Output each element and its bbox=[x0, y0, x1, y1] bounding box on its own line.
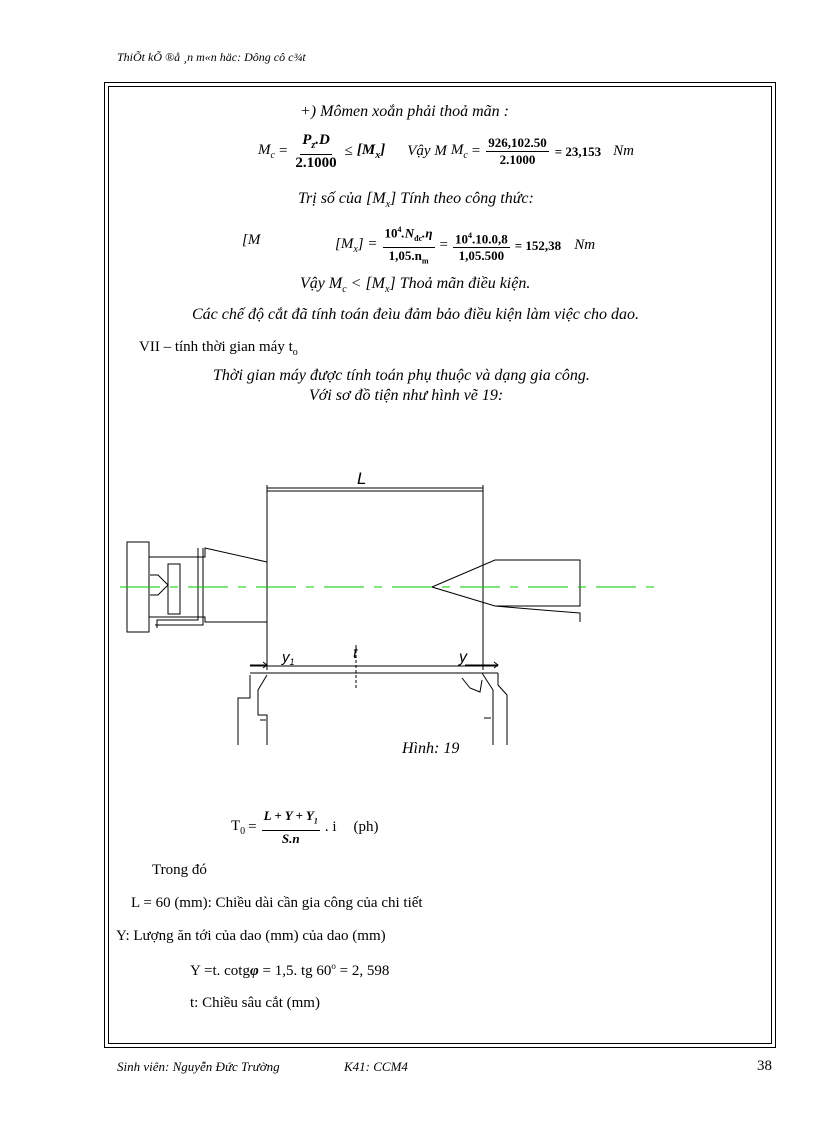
formula-intro-text: Trị số của $[M_x]$ Tính theo công thức: bbox=[298, 190, 534, 211]
eq1-result: = 23,153 bbox=[554, 143, 602, 159]
eq1-equals2: = bbox=[471, 143, 481, 159]
formula-fraction: $\frac{L + Y + Y_1}{S.n}$ bbox=[263, 808, 318, 846]
turning-diagram bbox=[110, 460, 670, 745]
eq1-unit: Nm bbox=[613, 143, 635, 159]
eq2-fraction: $\frac{10^4.N_{đc}.\eta}{1,05.n_m}$ bbox=[383, 222, 435, 270]
where-text: Trong đó bbox=[152, 862, 207, 878]
condition-satisfied-text: Vậy $M_c < [M_x]$ Thoả mãn điều kiện. bbox=[300, 275, 531, 296]
machine-time-text: Thời gian máy được tính toán phụ thuộc và dạng gia công. bbox=[213, 367, 590, 384]
eq1-leq: ≤ bbox=[344, 143, 353, 159]
definition-Y: Y: Lượng ăn tới của dao (mm) của dao (mm) bbox=[116, 928, 386, 944]
allowed-torque-equation bbox=[335, 222, 595, 270]
label-t: t bbox=[353, 645, 358, 662]
eq1-equals: = bbox=[278, 143, 288, 159]
eq2-equals: = bbox=[439, 237, 449, 254]
definition-L: L = 60 (mm): Chiều dài cần gia công của chi tiết bbox=[131, 895, 423, 911]
eq2-lhs: $[M_x]$ = bbox=[335, 236, 378, 256]
eq2-unit: Nm bbox=[574, 237, 596, 254]
eq1-fraction: $\frac{P_z.D}{2.1000}$ bbox=[295, 132, 337, 171]
cutting-mode-text: Các chế độ cắt đã tính toán đeìu đảm bảo điều kiện làm việc cho dao. bbox=[192, 306, 640, 323]
section-heading: VII – tính thời gian máy $t_o$ bbox=[139, 339, 298, 358]
eq1-lhs2: $M_c$ bbox=[450, 142, 468, 161]
label-y1: $y_1$ bbox=[282, 649, 295, 667]
torque-equation bbox=[258, 132, 634, 171]
formula-lhs: $T_0$ bbox=[231, 817, 246, 837]
eq1-vay: Vậy M bbox=[407, 143, 447, 159]
label-y: y bbox=[459, 649, 467, 666]
turning-scheme-text: Với sơ đồ tiện như hình vẽ 19: bbox=[309, 387, 504, 404]
machine-time-formula: $T_0$ = $\frac{L + Y + Y_1}{S.n}$ . i (ph) bbox=[231, 808, 379, 846]
footer-class: K41: CCM4 bbox=[344, 1059, 408, 1074]
page-number: 38 bbox=[757, 1058, 772, 1074]
label-L: L bbox=[357, 469, 367, 488]
tailstock-center bbox=[432, 560, 580, 606]
eq1-lhs: $M_c$ bbox=[258, 142, 275, 161]
eq2-result: = 152,38 bbox=[514, 237, 562, 253]
eq1-rhs: $[M_x]$ bbox=[356, 142, 386, 161]
torque-condition-text: +) Mômen xoắn phải thoả mãn : bbox=[300, 103, 509, 120]
eq2-stray: [M bbox=[242, 232, 261, 248]
eq1-fraction2: $\frac{926,102.50}{2.1000}$ bbox=[488, 135, 547, 167]
footer-student: Sinh viên: Nguyễn Đức Trường bbox=[117, 1059, 280, 1074]
definition-t: t: Chiều sâu cắt (mm) bbox=[190, 995, 320, 1011]
figure-caption: Hình: 19 bbox=[402, 740, 460, 757]
page-header: ThiÕt kÕ ®å ¸n m«n häc: Dông cô c¾t bbox=[117, 50, 306, 64]
eq2-fraction2: $\frac{10^4.10.0,8}{1,05.500}$ bbox=[453, 228, 510, 264]
definition-Y-equation: Y =t. cotgφ = 1,5. tg $60^o = 2$, 598 bbox=[190, 961, 390, 979]
